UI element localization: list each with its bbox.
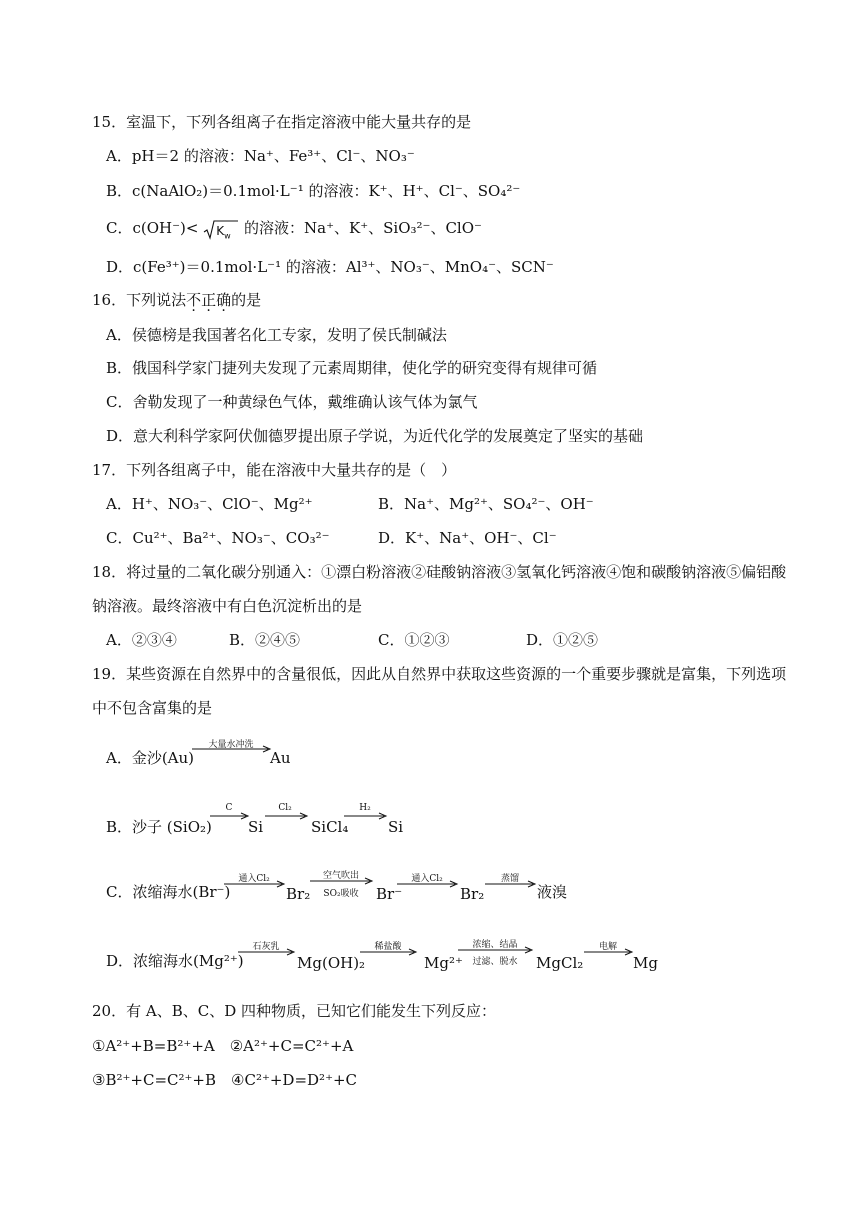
q19-d-arrow3-label-bottom: 过滤、脱水	[472, 957, 518, 967]
q19-c-arrow4-icon	[485, 880, 537, 888]
q18-stem-line1: 18．将过量的二氧化碳分别通入：①漂白粉溶液②硅酸钠溶液③氢氧化钙溶液④饱和碳酸钠溶液⑤偏铝酸	[92, 563, 787, 581]
q15-option-a: A．pH＝2 的溶液：Na⁺、Fe³⁺、Cl⁻、NO₃⁻	[106, 147, 415, 165]
q18-option-d: D．①②⑤	[526, 631, 599, 649]
q19-b-arrow3-label: H₂	[359, 803, 371, 813]
emphasis-char: 正	[201, 291, 217, 309]
q15-option-c-prefix: C．c(OH⁻)<	[106, 219, 199, 237]
q16-stem	[92, 290, 261, 310]
q19-b-end: Si	[388, 818, 404, 836]
q19-d-start: D．浓缩海水(Mg²⁺)	[106, 952, 244, 970]
q19-a-arrow-label: 大量水冲洗	[208, 740, 254, 750]
q19-d-mid1: Mg(OH)₂	[297, 954, 366, 972]
emphasis-char: 不	[186, 291, 202, 309]
q16-stem-emphasis-text	[186, 291, 231, 309]
q19-c-arrow4-label: 蒸馏	[500, 874, 519, 884]
q20-stem: 20．有 A、B、C、D 四种物质，已知它们能发生下列反应：	[92, 1002, 496, 1020]
q16-option-d: D．意大利科学家阿伏伽德罗提出原子学说，为近代化学的发展奠定了坚实的基础	[106, 427, 644, 445]
q15-option-b: B．c(NaAlO₂)＝0.1mol·L⁻¹ 的溶液：K⁺、H⁺、Cl⁻、SO₄²⁻	[106, 182, 521, 200]
q15-option-d: D．c(Fe³⁺)＝0.1mol·L⁻¹ 的溶液：Al³⁺、NO₃⁻、MnO₄⁻、SCN⁻	[106, 258, 554, 276]
q19-b-mid2: SiCl₄	[311, 818, 349, 836]
q19-c-arrow2-label-top: 空气吹出	[322, 871, 359, 881]
q16-option-a: A．侯德榜是我国著名化工专家，发明了侯氏制碱法	[106, 326, 447, 344]
q19-c-mid1: Br₂	[286, 885, 311, 903]
q19-a-start: A．金沙(Au)	[106, 749, 195, 767]
q19-c-arrow1-icon	[224, 880, 286, 888]
q16-stem-emphasis	[186, 291, 231, 309]
q19-b-arrow2-icon	[265, 812, 309, 820]
q19-b-mid1: Si	[248, 818, 264, 836]
q16-stem-post: 的是	[231, 291, 262, 309]
q19-d-mid3: MgCl₂	[536, 954, 584, 972]
q19-b-arrow1-icon	[210, 812, 250, 820]
q19-c-end: 液溴	[537, 883, 568, 901]
sqrt-kw-w: w	[224, 231, 231, 241]
q19-stem-line2: 中不包含富集的是	[92, 699, 213, 717]
q15-option-c-suffix: 的溶液：Na⁺、K⁺、SiO₃²⁻、ClO⁻	[244, 219, 482, 237]
q19-c-arrow2-label-bottom: SO₂吸收	[323, 889, 359, 899]
q19-d-mid2: Mg²⁺	[424, 954, 463, 972]
q19-c-mid2: Br⁻	[376, 885, 403, 903]
q17-option-b: B．Na⁺、Mg²⁺、SO₄²⁻、OH⁻	[378, 495, 594, 513]
q18-option-c: C．①②③	[378, 631, 450, 649]
q19-c-mid3: Br₂	[460, 885, 485, 903]
q19-c-arrow1-label: 通入Cl₂	[238, 874, 270, 884]
q19-c-start: C．浓缩海水(Br⁻)	[106, 883, 231, 901]
q19-d-end: Mg	[633, 954, 658, 972]
q16-stem-pre: 16．下列说法	[92, 291, 187, 309]
q19-d-arrow4-label: 电解	[598, 942, 617, 952]
q17-option-a: A．H⁺、NO₃⁻、ClO⁻、Mg²⁺	[106, 495, 313, 513]
q19-b-arrow3-icon	[344, 812, 388, 820]
q19-b-start: B．沙子 (SiO₂)	[106, 818, 212, 836]
q16-option-c: C．舍勒发现了一种黄绿色气体，戴维确认该气体为氯气	[106, 393, 478, 411]
q18-stem-line2: 钠溶液。最终溶液中有白色沉淀析出的是	[92, 597, 363, 615]
q17-stem: 17．下列各组离子中，能在溶液中大量共存的是（ ）	[92, 461, 457, 479]
q19-c-arrow3-label: 通入Cl₂	[411, 874, 443, 884]
q15-option-c	[106, 218, 482, 239]
q19-d-arrow3-icon	[458, 946, 534, 954]
q19-c-arrow2-icon	[310, 877, 374, 885]
q19-b-arrow2-label: Cl₂	[278, 803, 292, 813]
q19-a-arrow-icon	[192, 745, 272, 753]
q20-reactions-line2: ③B²⁺+C=C²⁺+B ④C²⁺+D=D²⁺+C	[92, 1071, 358, 1089]
q19-d-arrow4-icon	[584, 948, 634, 956]
q19-b-arrow1-label: C	[225, 803, 233, 813]
q20-reactions-line1: ①A²⁺+B=B²⁺+A ②A²⁺+C=C²⁺+A	[92, 1037, 354, 1055]
sqrt-kw-k: K	[216, 224, 225, 238]
q18-option-a: A．②③④	[106, 631, 177, 649]
q15-stem: 15．室温下，下列各组离子在指定溶液中能大量共存的是	[92, 113, 472, 131]
q19-stem-line1: 19．某些资源在自然界中的含量很低，因此从自然界中获取这些资源的一个重要步骤就是富集，下列选项	[92, 665, 787, 683]
emphasis-char: 确	[216, 291, 232, 309]
sqrt-kw	[203, 219, 239, 239]
q19-d-arrow3-label-top: 浓缩、结晶	[472, 940, 518, 950]
q18-option-b: B．②④⑤	[229, 631, 301, 649]
q19-c-arrow3-icon	[397, 880, 459, 888]
q19-d-arrow2-label: 稀盐酸	[374, 942, 402, 952]
q17-option-c: C．Cu²⁺、Ba²⁺、NO₃⁻、CO₃²⁻	[106, 529, 330, 547]
q19-d-arrow1-label: 石灰乳	[252, 942, 280, 952]
q17-option-d: D．K⁺、Na⁺、OH⁻、Cl⁻	[378, 529, 557, 547]
q19-a-end: Au	[270, 749, 291, 767]
q16-option-b: B．俄国科学家门捷列夫发现了元素周期律，使化学的研究变得有规律可循	[106, 359, 598, 377]
q19-d-arrow2-icon	[360, 948, 418, 956]
q19-d-arrow1-icon	[238, 948, 296, 956]
